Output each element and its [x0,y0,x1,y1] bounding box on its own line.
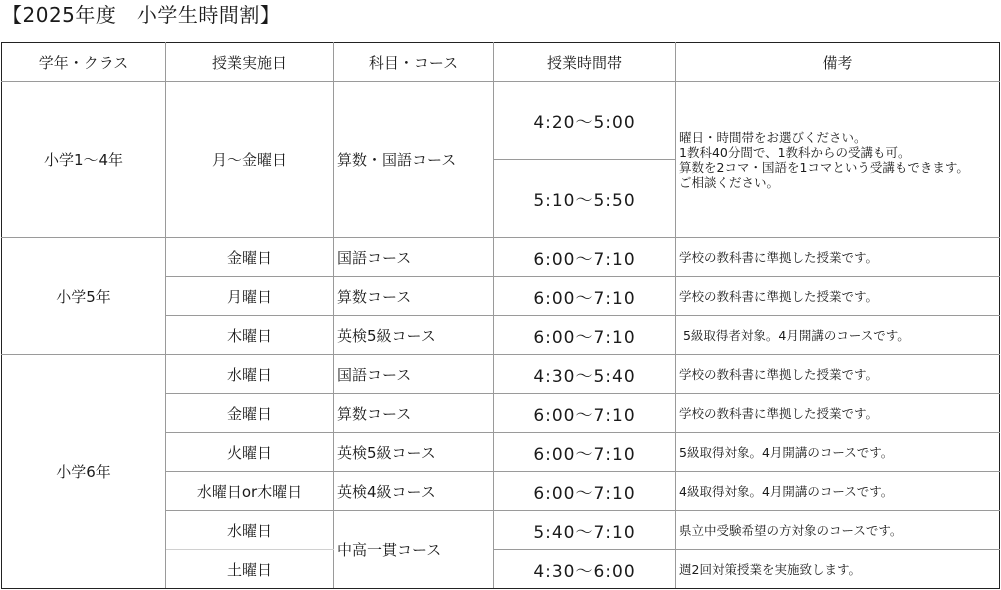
grade-cell: 小学5年 [2,238,166,355]
time-cell: 6:00～7:10 [494,472,676,511]
grade-cell: 小学6年 [2,355,166,589]
header-grade: 学年・クラス [2,43,166,82]
note-cell: 週2回対策授業を実施致します。 [676,550,1000,589]
header-row [2,43,1000,82]
day-cell: 水曜日 [166,511,334,550]
page-title: 【2025年度 小学生時間割】 [2,3,281,27]
header-course: 科目・コース [334,43,494,82]
day-cell: 火曜日 [166,433,334,472]
note-cell: 学校の教科書に準拠した授業です。 [676,355,1000,394]
time-cell: 4:20～5:00 [494,82,676,160]
note-cell: 4級取得対象。4月開講のコースです。 [676,472,1000,511]
course-cell: 算数コース [334,277,494,316]
course-cell: 国語コース [334,355,494,394]
day-cell: 土曜日 [166,550,334,589]
time-cell: 6:00～7:10 [494,433,676,472]
course-cell: 算数・国語コース [334,82,494,238]
day-cell: 水曜日or木曜日 [166,472,334,511]
time-cell: 6:00～7:10 [494,394,676,433]
course-cell: 中高一貫コース [334,511,494,589]
time-cell: 5:10～5:50 [494,160,676,238]
day-cell: 金曜日 [166,394,334,433]
note-line: 算数を2コマ・国語を1コマという受講もできます。 [679,159,969,175]
note-line: 曜日・時間帯をお選びください。 [679,129,867,145]
grade-cell: 小学1～4年 [2,82,166,238]
header-time: 授業時間帯 [494,43,676,82]
time-cell: 5:40～7:10 [494,511,676,550]
header-note: 備考 [676,43,1000,82]
course-cell: 英検5級コース [334,316,494,355]
course-cell: 英検5級コース [334,433,494,472]
note-cell [676,82,1000,238]
time-cell: 6:00～7:10 [494,316,676,355]
table-row [2,355,1000,394]
table-row [2,238,1000,277]
time-cell: 4:30～5:40 [494,355,676,394]
note-cell: 5級取得者対象。4月開講のコースです。 [676,316,1000,355]
note-line: ご相談ください。 [679,174,780,190]
course-cell: 算数コース [334,394,494,433]
note-cell: 県立中受験希望の方対象のコースです。 [676,511,1000,550]
header-day: 授業実施日 [166,43,334,82]
note-cell: 学校の教科書に準拠した授業です。 [676,277,1000,316]
note-cell: 学校の教科書に準拠した授業です。 [676,238,1000,277]
note-cell: 学校の教科書に準拠した授業です。 [676,394,1000,433]
day-cell: 金曜日 [166,238,334,277]
course-cell: 国語コース [334,238,494,277]
note-line: 1教科40分間で、1教科からの受講も可。 [679,144,911,160]
time-cell: 4:30～6:00 [494,550,676,589]
day-cell: 月～金曜日 [166,82,334,238]
note-cell: 5級取得対象。4月開講のコースです。 [676,433,1000,472]
table-row [2,82,1000,160]
schedule-table [1,42,1000,589]
day-cell: 木曜日 [166,316,334,355]
day-cell: 水曜日 [166,355,334,394]
time-cell: 6:00～7:10 [494,277,676,316]
course-cell: 英検4級コース [334,472,494,511]
day-cell: 月曜日 [166,277,334,316]
time-cell: 6:00～7:10 [494,238,676,277]
